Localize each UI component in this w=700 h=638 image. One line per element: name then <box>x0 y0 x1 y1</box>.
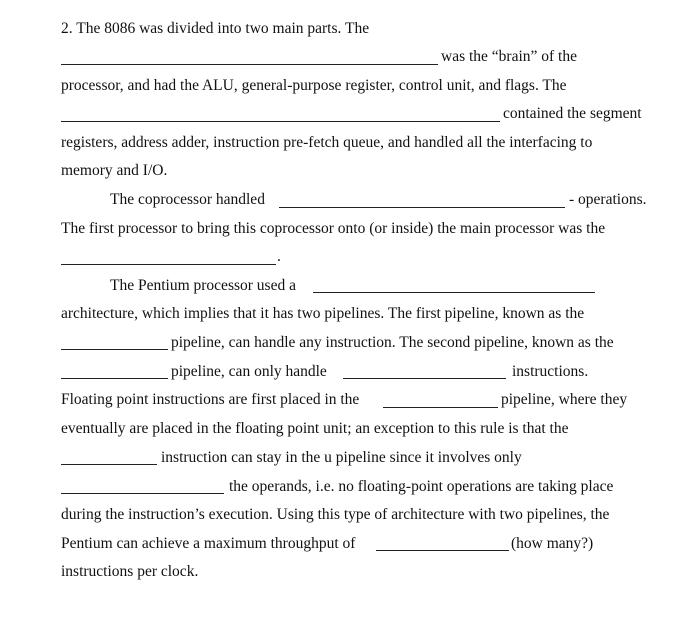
text-line-10: The Pentium processor used a <box>110 277 296 294</box>
blank-fp-pipeline[interactable] <box>383 407 498 408</box>
text-line-14a: Floating point instructions are first placed in the <box>61 391 360 408</box>
blank-execution-unit[interactable] <box>61 64 438 65</box>
text-line-13a: pipeline, can only handle <box>171 363 327 380</box>
text-line-15: eventually are placed in the floating point unit; an exception to this rule is that the <box>61 420 569 437</box>
text-line-2: was the “brain” of the <box>441 48 577 65</box>
text-line-19a: Pentium can achieve a maximum throughput of <box>61 535 356 552</box>
text-line-14b: pipeline, where they <box>501 391 628 408</box>
blank-coprocessor-operations[interactable] <box>279 207 565 208</box>
text-line-17: the operands, i.e. no floating-point operations are taking place <box>229 478 614 495</box>
text-line-12: pipeline, can handle any instruction. The second pipeline, known as the <box>171 334 614 351</box>
blank-bus-interface-unit[interactable] <box>61 121 500 122</box>
text-line-4: contained the segment <box>503 105 642 122</box>
text-line-11: architecture, which implies that it has two pipelines. The first pipeline, known as the <box>61 305 585 322</box>
text-line-9: . <box>277 248 281 265</box>
blank-instruction-type[interactable] <box>343 378 506 379</box>
text-line-7a: The coprocessor handled <box>110 191 265 208</box>
question-intro: 2. The 8086 was divided into two main parts. The <box>61 20 370 37</box>
text-line-18: during the instruction’s execution. Using this type of architecture with two pipelines, the <box>61 506 610 523</box>
text-line-7b: - operations. <box>569 191 647 208</box>
blank-exception-instruction[interactable] <box>61 464 157 465</box>
blank-max-throughput[interactable] <box>376 550 509 551</box>
blank-architecture[interactable] <box>313 292 595 293</box>
text-line-13b: instructions. <box>512 363 589 380</box>
text-line-8: The first processor to bring this coprocessor onto (or inside) the main processor was the <box>61 220 606 237</box>
blank-operand-action[interactable] <box>61 493 224 494</box>
text-line-16: instruction can stay in the u pipeline since it involves only <box>161 449 522 466</box>
blank-first-processor[interactable] <box>61 264 276 265</box>
text-line-6: memory and I/O. <box>61 162 168 179</box>
blank-second-pipeline[interactable] <box>61 378 168 379</box>
text-line-5: registers, address adder, instruction pre-fetch queue, and handled all the interfacing to <box>61 134 593 151</box>
blank-first-pipeline[interactable] <box>61 349 168 350</box>
text-line-19b: (how many?) <box>511 535 594 552</box>
text-line-3: processor, and had the ALU, general-purpose register, control unit, and flags. The <box>61 77 567 94</box>
text-line-20: instructions per clock. <box>61 563 199 580</box>
